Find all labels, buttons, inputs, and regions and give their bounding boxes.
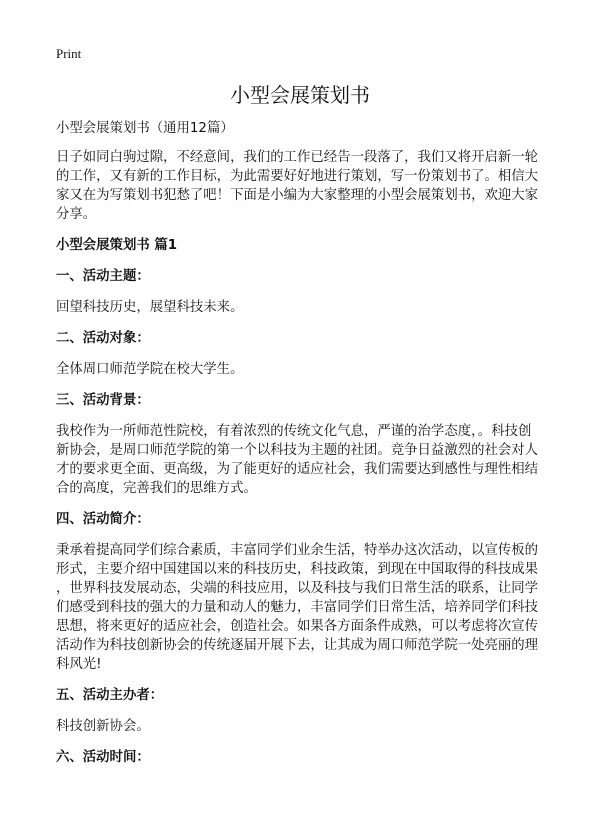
paragraph-line: 形式，主要介绍中国建国以来的科技历史，科技政策，到现在中国取得的科技成果 (56, 562, 539, 577)
paragraph (56, 360, 556, 379)
paragraph-line: 全体周口师范学院在校大学生。 (56, 362, 244, 377)
paragraph-line: 活动作为科技创新协会的传统逐届开展下去，让其成为周口师范学院一处亮丽的理 (56, 638, 539, 653)
page-title: 小型会展策划书 (230, 83, 370, 107)
section-heading: 一、活动主题： (56, 269, 150, 284)
paragraph-line: 合的高度，完善我们的思维方式。 (56, 481, 257, 496)
paragraph-line: 科技创新协会。 (56, 719, 150, 734)
paragraph (56, 717, 556, 736)
paragraph (56, 298, 556, 317)
paragraph-line: 思想，将来更好的适应社会，创造社会。如果各方面条件成熟，可以考虑将次宣传 (56, 619, 539, 634)
section-heading: 四、活动简介： (56, 512, 150, 527)
paragraph-line: 家又在为写策划书犯愁了吧！下面是小编为大家整理的小型会展策划书，欢迎大家 (56, 188, 539, 203)
paragraph-line: 分享。 (56, 207, 97, 222)
paragraph-line: 回望科技历史，展望科技未来。 (56, 300, 244, 315)
paragraph-line: ，世界科技发展动态，尖端的科技应用，以及科技与我们日常生活的联系，让同学 (56, 581, 539, 596)
paragraph-line: 日子如同白驹过隙，不经意间，我们的工作已经告一段落了，我们又将开启新一轮 (56, 150, 539, 165)
section-heading: 二、活动对象： (56, 331, 150, 346)
paragraph-line: 才的要求更全面、更高级，为了能更好的适应社会，我们需要达到感性与理性相结 (56, 462, 539, 477)
section-heading: 小型会展策划书 篇1 (56, 238, 178, 253)
section-heading: 六、活动时间： (56, 750, 150, 765)
paragraph (56, 541, 556, 674)
section-heading: 五、活动主办者： (56, 688, 164, 703)
paragraph-line: 的工作，又有新的工作目标，为此需要好好地进行策划，写一份策划书了。相信大 (56, 169, 539, 184)
section-heading: 三、活动背景： (56, 393, 150, 408)
paragraph-line: 们感受到科技的强大的力量和动人的魅力，丰富同学们日常生活，培养同学们科技 (56, 600, 539, 615)
paragraph-line: 新协会，是周口师范学院的第一个以科技为主题的社团。竞争日益激烈的社会对人 (56, 443, 539, 458)
paragraph (56, 148, 556, 224)
document-subtitle: 小型会展策划书（通用12篇） (56, 121, 234, 136)
paragraph-line: 秉承着提高同学们综合素质，丰富同学们业余生活，特举办这次活动，以宣传板的 (56, 543, 539, 558)
paragraph-line: 科风光! (56, 657, 102, 672)
print-link[interactable]: Print (56, 46, 82, 61)
paragraph (56, 422, 556, 498)
paragraph-line: 我校作为一所师范性院校，有着浓烈的传统文化气息，严谨的治学态度，。科技创 (56, 424, 532, 439)
document-body (56, 119, 556, 779)
